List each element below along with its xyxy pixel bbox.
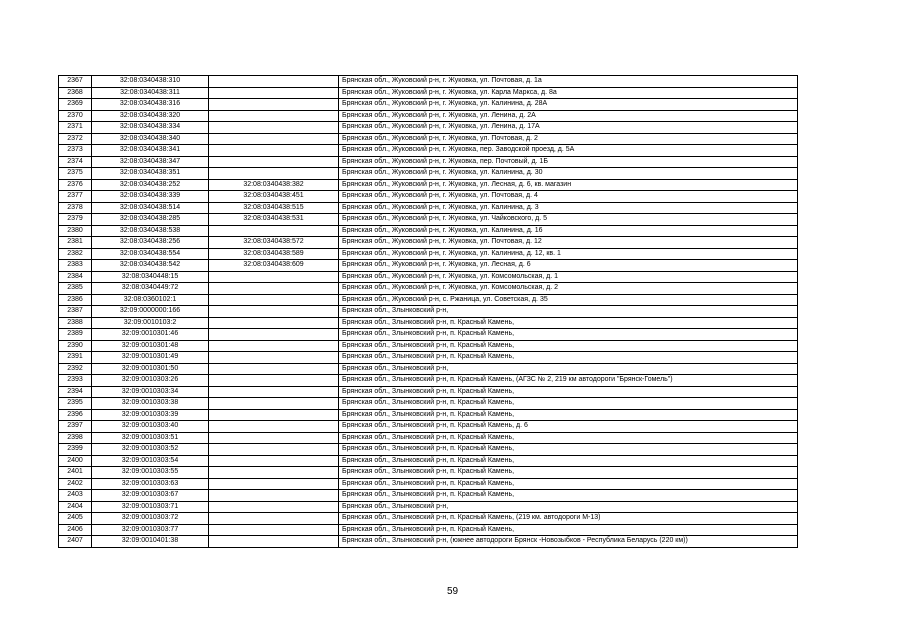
address-cell: Брянская обл., Злынковский р-н, п. Красный Камень, <box>339 455 798 467</box>
row-number-cell: 2388 <box>59 317 92 329</box>
address-cell: Брянская обл., Злынковский р-н, п. Красный Камень, <box>339 432 798 444</box>
table-row <box>59 352 798 364</box>
linked-cadastral-number-cell <box>209 133 339 145</box>
cadastral-number-cell: 32:09:0010303:77 <box>92 524 209 536</box>
address-cell: Брянская обл., Жуковский р-н, г. Жуковка, ул. Ленина, д. 2А <box>339 110 798 122</box>
row-number-cell: 2390 <box>59 340 92 352</box>
linked-cadastral-number-cell: 32:08:0340438:515 <box>209 202 339 214</box>
address-cell: Брянская обл., Злынковский р-н, п. Красный Камень, <box>339 478 798 490</box>
row-number-cell: 2391 <box>59 352 92 364</box>
table-row <box>59 225 798 237</box>
row-number-cell: 2404 <box>59 501 92 513</box>
row-number-cell: 2402 <box>59 478 92 490</box>
row-number-cell: 2375 <box>59 168 92 180</box>
table-row <box>59 294 798 306</box>
table-row <box>59 398 798 410</box>
row-number-cell: 2395 <box>59 398 92 410</box>
linked-cadastral-number-cell <box>209 306 339 318</box>
row-number-cell: 2372 <box>59 133 92 145</box>
cadastral-number-cell: 32:08:0340438:351 <box>92 168 209 180</box>
cadastral-number-cell: 32:08:0340438:554 <box>92 248 209 260</box>
table-row <box>59 179 798 191</box>
table-row <box>59 202 798 214</box>
cadastral-number-cell: 32:08:0360102:1 <box>92 294 209 306</box>
address-cell: Брянская обл., Злынковский р-н, п. Красный Камень, <box>339 317 798 329</box>
row-number-cell: 2381 <box>59 237 92 249</box>
cadastral-number-cell: 32:08:0340438:538 <box>92 225 209 237</box>
cadastral-number-cell: 32:08:0340438:310 <box>92 76 209 88</box>
row-number-cell: 2384 <box>59 271 92 283</box>
address-cell: Брянская обл., Жуковский р-н, г. Жуковка, ул. Калинина, д. 12, кв. 1 <box>339 248 798 260</box>
cadastral-number-cell: 32:09:0010103:2 <box>92 317 209 329</box>
table-row <box>59 513 798 525</box>
cadastral-number-cell: 32:08:0340438:514 <box>92 202 209 214</box>
linked-cadastral-number-cell <box>209 478 339 490</box>
linked-cadastral-number-cell <box>209 294 339 306</box>
address-cell: Брянская обл., Злынковский р-н, <box>339 363 798 375</box>
cadastral-number-cell: 32:09:0010301:49 <box>92 352 209 364</box>
address-cell: Брянская обл., Злынковский р-н, п. Красный Камень, <box>339 467 798 479</box>
linked-cadastral-number-cell <box>209 444 339 456</box>
address-cell: Брянская обл., Злынковский р-н, п. Красный Камень, <box>339 340 798 352</box>
address-cell: Брянская обл., Злынковский р-н, п. Красный Камень, д. 6 <box>339 421 798 433</box>
row-number-cell: 2407 <box>59 536 92 548</box>
cadastral-number-cell: 32:09:0010401:38 <box>92 536 209 548</box>
table-row <box>59 375 798 387</box>
linked-cadastral-number-cell <box>209 283 339 295</box>
row-number-cell: 2403 <box>59 490 92 502</box>
linked-cadastral-number-cell <box>209 110 339 122</box>
table-row <box>59 490 798 502</box>
cadastral-number-cell: 32:09:0010303:51 <box>92 432 209 444</box>
linked-cadastral-number-cell <box>209 99 339 111</box>
address-cell: Брянская обл., Злынковский р-н, п. Красный Камень, (АГЗС № 2, 219 км автодороги "Брянск-Гомель") <box>339 375 798 387</box>
linked-cadastral-number-cell <box>209 340 339 352</box>
address-cell: Брянская обл., Жуковский р-н, г. Жуковка, ул. Калинина, д. 28А <box>339 99 798 111</box>
linked-cadastral-number-cell: 32:08:0340438:451 <box>209 191 339 203</box>
table-row <box>59 248 798 260</box>
table-row <box>59 271 798 283</box>
row-number-cell: 2393 <box>59 375 92 387</box>
table-row <box>59 467 798 479</box>
table-row <box>59 432 798 444</box>
row-number-cell: 2396 <box>59 409 92 421</box>
address-cell: Брянская обл., Злынковский р-н, (южнее автодороги Брянск -Новозыбков - Республика Беларусь (220 км)) <box>339 536 798 548</box>
address-cell: Брянская обл., Злынковский р-н, п. Красный Камень, <box>339 490 798 502</box>
row-number-cell: 2374 <box>59 156 92 168</box>
linked-cadastral-number-cell <box>209 145 339 157</box>
row-number-cell: 2370 <box>59 110 92 122</box>
row-number-cell: 2376 <box>59 179 92 191</box>
row-number-cell: 2394 <box>59 386 92 398</box>
cadastral-number-cell: 32:09:0010303:38 <box>92 398 209 410</box>
linked-cadastral-number-cell <box>209 87 339 99</box>
row-number-cell: 2386 <box>59 294 92 306</box>
cadastral-number-cell: 32:09:0010303:63 <box>92 478 209 490</box>
address-cell: Брянская обл., Жуковский р-н, г. Жуковка, ул. Почтовая, д. 2 <box>339 133 798 145</box>
linked-cadastral-number-cell: 32:08:0340438:589 <box>209 248 339 260</box>
table-row <box>59 110 798 122</box>
address-cell: Брянская обл., Жуковский р-н, г. Жуковка, ул. Лесная, д. 6 <box>339 260 798 272</box>
linked-cadastral-number-cell <box>209 225 339 237</box>
address-cell: Брянская обл., Злынковский р-н, п. Красный Камень, <box>339 386 798 398</box>
linked-cadastral-number-cell <box>209 386 339 398</box>
table-row <box>59 524 798 536</box>
cadastral-number-cell: 32:08:0340438:334 <box>92 122 209 134</box>
linked-cadastral-number-cell <box>209 168 339 180</box>
address-cell: Брянская обл., Злынковский р-н, <box>339 306 798 318</box>
cadastral-number-cell: 32:09:0010303:67 <box>92 490 209 502</box>
cadastral-number-cell: 32:08:0340438:339 <box>92 191 209 203</box>
table-row <box>59 145 798 157</box>
table-row <box>59 329 798 341</box>
linked-cadastral-number-cell <box>209 271 339 283</box>
cadastral-number-cell: 32:08:0340449:72 <box>92 283 209 295</box>
linked-cadastral-number-cell <box>209 76 339 88</box>
address-cell: Брянская обл., Жуковский р-н, с. Ржаница, ул. Советская, д. 35 <box>339 294 798 306</box>
linked-cadastral-number-cell <box>209 421 339 433</box>
table-row <box>59 536 798 548</box>
cadastral-number-cell: 32:08:0340438:340 <box>92 133 209 145</box>
property-table-body <box>59 76 798 548</box>
table-row <box>59 156 798 168</box>
row-number-cell: 2367 <box>59 76 92 88</box>
table-row <box>59 214 798 226</box>
page-number: 59 <box>446 586 459 597</box>
table-row <box>59 168 798 180</box>
table-row <box>59 340 798 352</box>
row-number-cell: 2379 <box>59 214 92 226</box>
linked-cadastral-number-cell <box>209 352 339 364</box>
cadastral-number-cell: 32:08:0340438:347 <box>92 156 209 168</box>
row-number-cell: 2398 <box>59 432 92 444</box>
table-row <box>59 444 798 456</box>
table-row <box>59 501 798 513</box>
table-row <box>59 363 798 375</box>
address-cell: Брянская обл., Жуковский р-н, г. Жуковка, ул. Лесная, д. 6, кв. магазин <box>339 179 798 191</box>
address-cell: Брянская обл., Жуковский р-н, г. Жуковка, ул. Калинина, д. 3 <box>339 202 798 214</box>
table-row <box>59 260 798 272</box>
table-row <box>59 76 798 88</box>
row-number-cell: 2401 <box>59 467 92 479</box>
linked-cadastral-number-cell <box>209 122 339 134</box>
cadastral-number-cell: 32:08:0340438:252 <box>92 179 209 191</box>
linked-cadastral-number-cell <box>209 490 339 502</box>
row-number-cell: 2406 <box>59 524 92 536</box>
row-number-cell: 2368 <box>59 87 92 99</box>
row-number-cell: 2385 <box>59 283 92 295</box>
linked-cadastral-number-cell <box>209 513 339 525</box>
cadastral-number-cell: 32:09:0010303:39 <box>92 409 209 421</box>
cadastral-number-cell: 32:08:0340438:542 <box>92 260 209 272</box>
address-cell: Брянская обл., Злынковский р-н, п. Красный Камень, <box>339 329 798 341</box>
address-cell: Брянская обл., Жуковский р-н, г. Жуковка, ул. Комсомольская, д. 2 <box>339 283 798 295</box>
address-cell: Брянская обл., Жуковский р-н, г. Жуковка, пер. Заводской проезд, д. 5А <box>339 145 798 157</box>
table-row <box>59 99 798 111</box>
linked-cadastral-number-cell <box>209 432 339 444</box>
cadastral-number-cell: 32:08:0340438:311 <box>92 87 209 99</box>
cadastral-number-cell: 32:09:0010303:72 <box>92 513 209 525</box>
row-number-cell: 2387 <box>59 306 92 318</box>
cadastral-number-cell: 32:09:0010303:40 <box>92 421 209 433</box>
table-row <box>59 478 798 490</box>
linked-cadastral-number-cell: 32:08:0340438:609 <box>209 260 339 272</box>
cadastral-number-cell: 32:08:0340438:320 <box>92 110 209 122</box>
table-row <box>59 237 798 249</box>
row-number-cell: 2405 <box>59 513 92 525</box>
table-row <box>59 122 798 134</box>
table-row <box>59 421 798 433</box>
cadastral-number-cell: 32:09:0010303:34 <box>92 386 209 398</box>
row-number-cell: 2371 <box>59 122 92 134</box>
row-number-cell: 2397 <box>59 421 92 433</box>
cadastral-number-cell: 32:09:0010303:52 <box>92 444 209 456</box>
address-cell: Брянская обл., Злынковский р-н, п. Красный Камень, <box>339 352 798 364</box>
linked-cadastral-number-cell: 32:08:0340438:382 <box>209 179 339 191</box>
table-row <box>59 317 798 329</box>
cadastral-number-cell: 32:09:0000000:166 <box>92 306 209 318</box>
linked-cadastral-number-cell <box>209 156 339 168</box>
cadastral-number-cell: 32:09:0010301:46 <box>92 329 209 341</box>
linked-cadastral-number-cell <box>209 363 339 375</box>
address-cell: Брянская обл., Злынковский р-н, п. Красный Камень, (219 км. автодороги М-13) <box>339 513 798 525</box>
cadastral-number-cell: 32:08:0340438:316 <box>92 99 209 111</box>
linked-cadastral-number-cell <box>209 536 339 548</box>
address-cell: Брянская обл., Жуковский р-н, г. Жуковка, ул. Почтовая, д. 1а <box>339 76 798 88</box>
linked-cadastral-number-cell <box>209 375 339 387</box>
cadastral-number-cell: 32:08:0340438:256 <box>92 237 209 249</box>
cadastral-number-cell: 32:09:0010303:71 <box>92 501 209 513</box>
address-cell: Брянская обл., Жуковский р-н, г. Жуковка, ул. Почтовая, д. 4 <box>339 191 798 203</box>
row-number-cell: 2377 <box>59 191 92 203</box>
linked-cadastral-number-cell: 32:08:0340438:531 <box>209 214 339 226</box>
table-row <box>59 133 798 145</box>
linked-cadastral-number-cell <box>209 467 339 479</box>
table-row <box>59 306 798 318</box>
address-cell: Брянская обл., Жуковский р-н, г. Жуковка, ул. Чайковского, д. 5 <box>339 214 798 226</box>
linked-cadastral-number-cell <box>209 455 339 467</box>
table-row <box>59 409 798 421</box>
table-row <box>59 386 798 398</box>
cadastral-number-cell: 32:08:0340438:341 <box>92 145 209 157</box>
address-cell: Брянская обл., Жуковский р-н, г. Жуковка, ул. Комсомольская, д. 1 <box>339 271 798 283</box>
cadastral-number-cell: 32:09:0010303:26 <box>92 375 209 387</box>
row-number-cell: 2400 <box>59 455 92 467</box>
address-cell: Брянская обл., Злынковский р-н, п. Красный Камень, <box>339 444 798 456</box>
row-number-cell: 2369 <box>59 99 92 111</box>
table-row <box>59 455 798 467</box>
row-number-cell: 2392 <box>59 363 92 375</box>
linked-cadastral-number-cell <box>209 524 339 536</box>
cadastral-number-cell: 32:08:0340438:285 <box>92 214 209 226</box>
address-cell: Брянская обл., Жуковский р-н, г. Жуковка, пер. Почтовый, д. 1Б <box>339 156 798 168</box>
linked-cadastral-number-cell <box>209 317 339 329</box>
linked-cadastral-number-cell: 32:08:0340438:572 <box>209 237 339 249</box>
row-number-cell: 2382 <box>59 248 92 260</box>
cadastral-number-cell: 32:09:0010303:55 <box>92 467 209 479</box>
address-cell: Брянская обл., Жуковский р-н, г. Жуковка, ул. Почтовая, д. 12 <box>339 237 798 249</box>
property-table <box>58 75 798 548</box>
address-cell: Брянская обл., Злынковский р-н, п. Красный Камень, <box>339 409 798 421</box>
address-cell: Брянская обл., Злынковский р-н, п. Красный Камень, <box>339 398 798 410</box>
row-number-cell: 2399 <box>59 444 92 456</box>
address-cell: Брянская обл., Злынковский р-н, <box>339 501 798 513</box>
linked-cadastral-number-cell <box>209 409 339 421</box>
address-cell: Брянская обл., Жуковский р-н, г. Жуковка, ул. Калинина, д. 30 <box>339 168 798 180</box>
address-cell: Брянская обл., Жуковский р-н, г. Жуковка, ул. Калинина, д. 16 <box>339 225 798 237</box>
linked-cadastral-number-cell <box>209 329 339 341</box>
row-number-cell: 2373 <box>59 145 92 157</box>
address-cell: Брянская обл., Злынковский р-н, п. Красный Камень, <box>339 524 798 536</box>
row-number-cell: 2389 <box>59 329 92 341</box>
linked-cadastral-number-cell <box>209 501 339 513</box>
cadastral-number-cell: 32:08:0340448:15 <box>92 271 209 283</box>
address-cell: Брянская обл., Жуковский р-н, г. Жуковка, ул. Ленина, д. 17А <box>339 122 798 134</box>
table-row <box>59 283 798 295</box>
row-number-cell: 2378 <box>59 202 92 214</box>
cadastral-number-cell: 32:09:0010303:54 <box>92 455 209 467</box>
address-cell: Брянская обл., Жуковский р-н, г. Жуковка, ул. Карла Маркса, д. 8а <box>339 87 798 99</box>
row-number-cell: 2380 <box>59 225 92 237</box>
cadastral-number-cell: 32:09:0010301:48 <box>92 340 209 352</box>
linked-cadastral-number-cell <box>209 398 339 410</box>
row-number-cell: 2383 <box>59 260 92 272</box>
table-row <box>59 191 798 203</box>
table-row <box>59 87 798 99</box>
cadastral-number-cell: 32:09:0010301:50 <box>92 363 209 375</box>
